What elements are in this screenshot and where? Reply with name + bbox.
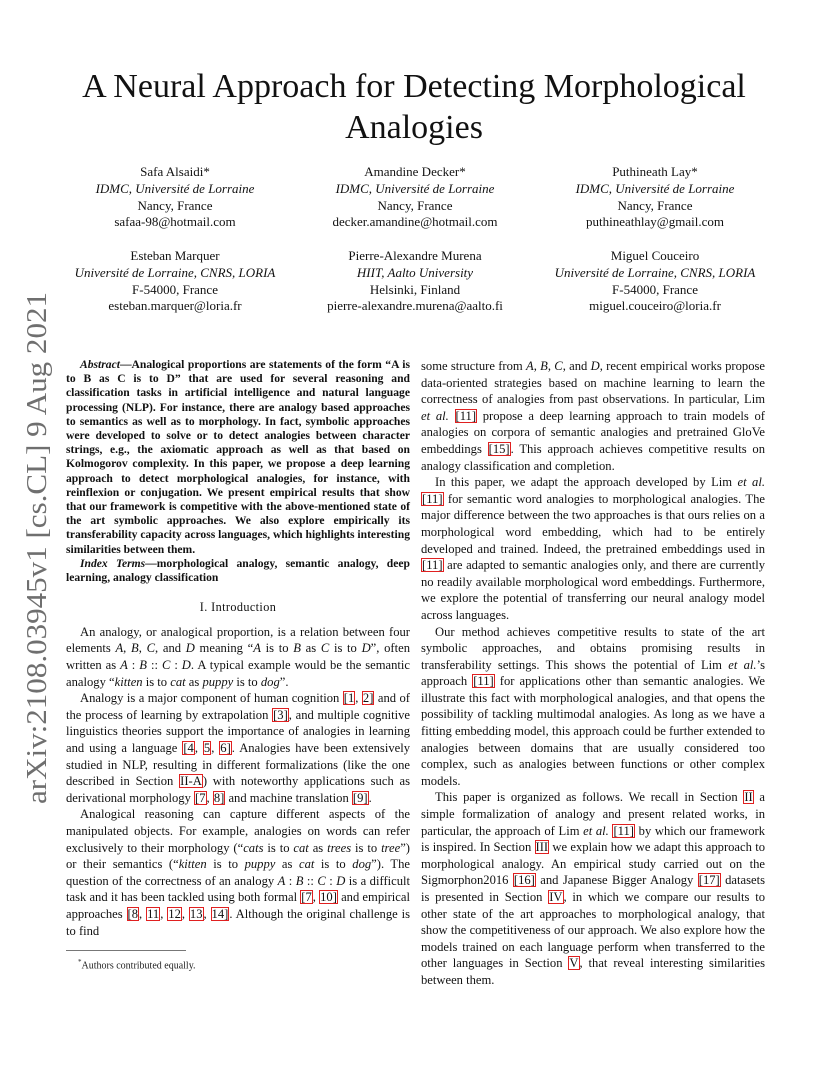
- author-block: [290, 248, 540, 315]
- author-affiliation: Université de Lorraine, CNRS, LORIA: [74, 264, 276, 280]
- section-link[interactable]: IV: [549, 890, 563, 904]
- citation-link[interactable]: [11]: [455, 408, 477, 423]
- intro-left-body: [66, 624, 410, 939]
- intro-paragraph-4: In this paper, we adapt the approach developed by Lim et al. [11] for semantic word analogies to morphological analogies. The major difference between the two approaches is that ours relies on a morphological word embedding, which had to be entirely developed and trained. Indeed, the pretrained embeddings used in [11] are adapted to semantic analogies only, and there are currently no readily available morphological word embeddings. Furthermore, we explore the potential of transferring our neural analogy model across languages.: [421, 475, 766, 622]
- abstract: [66, 358, 410, 557]
- section-link[interactable]: II-A: [180, 774, 202, 789]
- arxiv-stamp: [14, 288, 58, 808]
- author-name: Amandine Decker*: [364, 164, 466, 179]
- paper-title: [64, 66, 764, 148]
- author-location: F-54000, France: [132, 281, 218, 297]
- author-block: [60, 248, 290, 315]
- intro-paragraph-6: This paper is organized as follows. We recall in Section II a simple formalization of analogy and present related works, in particular, the approach of Lim et al. [11] by which our framework is inspired. In Section III we explain how we adapt this approach to morphological analogy. An empirical study carried out on the Sigmorphon2016 [16] and Japanese Bigger Analogy [17] datasets is presented in Section IV, in which we compare our results to other state of the art approaches to morphological analogy, that show the competitiveness of our approach. We also explore how the models trained on each language perform when transferred to the other languages in Section V, that reveal interesting similarities between them.: [421, 790, 765, 987]
- intro-paragraph-1: An analogy, or analogical proportion, is a relation between four elements A, B, C, and D meaning “A is to B as C is to D”, often written as A : B :: C : D. A typical example would be the semantic analogy “kitten is to cat as puppy is to dog”.: [66, 624, 411, 689]
- citation-link[interactable]: [11]: [422, 558, 443, 573]
- citation-link[interactable]: 10]: [320, 890, 337, 905]
- citation-link[interactable]: 2]: [362, 691, 374, 706]
- citation-link[interactable]: [15]: [488, 441, 510, 456]
- citation-link[interactable]: [11]: [473, 674, 494, 689]
- author-location: Helsinki, Finland: [369, 281, 461, 297]
- citation-link[interactable]: [9]: [352, 790, 368, 805]
- citation-link[interactable]: [1: [343, 691, 355, 706]
- citation-link[interactable]: [11]: [422, 491, 443, 506]
- index-terms: [66, 557, 410, 585]
- author-affiliation: IDMC, Université de Lorraine: [335, 180, 495, 196]
- citation-link[interactable]: [17]: [698, 873, 720, 888]
- index-terms-lead: Index Terms: [80, 556, 146, 570]
- citation-link[interactable]: [7: [301, 890, 312, 905]
- footnote-text: Authors contributed equally.: [81, 960, 196, 972]
- intro-paragraph-5: Our method achieves competitive results to state of the art symbolic approaches, and obtains promising results in transferability settings. This shows the potential of Lim et al.’s approach [11] for applications other than semantic analogies. We illustrate this fact with morphological analogies, and that opens the possibility of tackling multimodal analogies. As long as we have a fitting embedding model, this approach could be further extended to analogies between domains that are usually considered too complex, such as analogies between functions or other complex models.: [421, 624, 765, 788]
- author-row-1: [60, 164, 770, 231]
- author-affiliation: Université de Lorraine, CNRS, LORIA: [554, 264, 756, 280]
- author-name: Esteban Marquer: [130, 248, 220, 263]
- citation-link[interactable]: [8: [127, 906, 139, 921]
- abstract-lead: Abstract: [80, 358, 120, 371]
- author-row-2: [60, 248, 770, 315]
- arxiv-stamp-text: arXiv:2108.03945v1 [cs.CL] 9 Aug 2021: [22, 342, 53, 804]
- citation-link[interactable]: [16]: [513, 873, 535, 888]
- citation-link[interactable]: 12: [168, 906, 181, 921]
- citation-link[interactable]: [7: [195, 790, 206, 805]
- title-line-1: A Neural Approach for Detecting Morphological: [82, 68, 746, 105]
- title-line-2: Analogies: [345, 109, 483, 146]
- author-location: F-54000, France: [612, 281, 698, 297]
- citation-link[interactable]: [3]: [273, 707, 288, 722]
- author-location: Nancy, France: [617, 197, 693, 213]
- abstract-text: —Analogical proportions are statements of the form “A is to B as C is to D” that are used for several reasoning and classification tasks in artificial intelligence and natural language processing (NLP). For instance, there are analogy based approaches to semantics as well as to morphology. In fact, symbolic approaches were developed to solve or to detect analogies between character strings, e.g., the axiomatic approach as well as that based on Kolmogorov complexity. In this paper, we propose a deep learning approach to detect morphological analogies, for instance, with reinflexion or conjugation. We present empirical results that show that our framework is competitive with the above-mentioned state of the art symbolic approaches. We also explore empirically its transferability capacity across languages, which highlights interesting similarities between them.: [66, 358, 410, 556]
- intro-paragraph-3-cont: some structure from A, B, C, and D, recent empirical works propose data-oriented strategies based on machine learning to learn the correctness of analogies from past observations. In particular, Lim et al. [11] propose a deep learning approach to train models of analogies on corpora of semantic analogies and pretrained GloVe embeddings [15]. This approach achieves competitive results on analogy classification and completion.: [421, 359, 765, 473]
- citation-link[interactable]: [4: [183, 741, 194, 755]
- footnote: [78, 958, 196, 971]
- section-link[interactable]: III: [535, 840, 549, 855]
- right-column: [421, 358, 765, 989]
- citation-link[interactable]: 13: [189, 906, 203, 921]
- author-block: [540, 248, 770, 315]
- citation-link[interactable]: 6]: [220, 741, 231, 755]
- author-email: puthineathlay@gmail.com: [586, 214, 724, 230]
- intro-paragraph-3: Analogical reasoning can capture different aspects of the manipulated objects. For example, analogies on words can refer exclusively to their morphology (“cats is to cat as trees is to tree”) or their semantics (“kitten is to puppy as cat is to dog”). The question of the correctness of an analogy A : B :: C : D is a difficult task and it has been tackled using both formal [7, 10] and empirical approaches [8, 11, 12, 13, 14]. Although the original challenge is to find: [66, 807, 411, 938]
- author-block: [290, 164, 540, 231]
- author-name: Puthineath Lay*: [612, 164, 698, 179]
- author-location: Nancy, France: [377, 197, 453, 213]
- citation-link[interactable]: 14]: [211, 906, 229, 921]
- author-name: Miguel Couceiro: [610, 248, 700, 263]
- section-link[interactable]: II: [744, 790, 753, 805]
- citation-link[interactable]: [11]: [613, 823, 634, 838]
- section-link[interactable]: V: [569, 956, 579, 971]
- author-block: [60, 164, 290, 231]
- section-heading: I. Introduction: [199, 600, 277, 615]
- author-name: Pierre-Alexandre Murena: [348, 248, 482, 263]
- author-affiliation: IDMC, Université de Lorraine: [575, 180, 735, 196]
- author-affiliation: HIIT, Aalto University: [356, 264, 474, 280]
- author-email: pierre-alexandre.murena@aalto.fi: [327, 298, 503, 314]
- index-terms-text: —morphological analogy, semantic analogy, deep learning, analogy classification: [66, 556, 410, 585]
- author-block: [540, 164, 770, 231]
- author-affiliation: IDMC, Université de Lorraine: [95, 180, 255, 196]
- author-email: miguel.couceiro@loria.fr: [589, 298, 721, 314]
- footnote-mark: *: [78, 958, 82, 966]
- author-name: Safa Alsaidi*: [140, 164, 210, 179]
- author-email: decker.amandine@hotmail.com: [332, 214, 498, 230]
- author-email: esteban.marquer@loria.fr: [108, 298, 242, 314]
- footnote-rule: [66, 950, 186, 951]
- citation-link[interactable]: 8]: [213, 790, 225, 805]
- author-email: safaa-98@hotmail.com: [114, 214, 236, 230]
- author-location: Nancy, France: [137, 197, 213, 213]
- intro-paragraph-2: Analogy is a major component of human cognition [1, 2] and of the process of learning by extrapolation [3], and multiple cognitive linguistics theories support the importance of analogies in learning and using a language [4, 5, 6]. Analogies have been extensively studied in NLP, resulting in different formalizations (like the one described in Section II-A) with noteworthy applications such as derivational morphology [7, 8] and machine translation [9].: [66, 691, 410, 805]
- citation-link[interactable]: 11: [147, 906, 160, 921]
- citation-link[interactable]: 5: [203, 741, 211, 755]
- left-column: [66, 358, 410, 939]
